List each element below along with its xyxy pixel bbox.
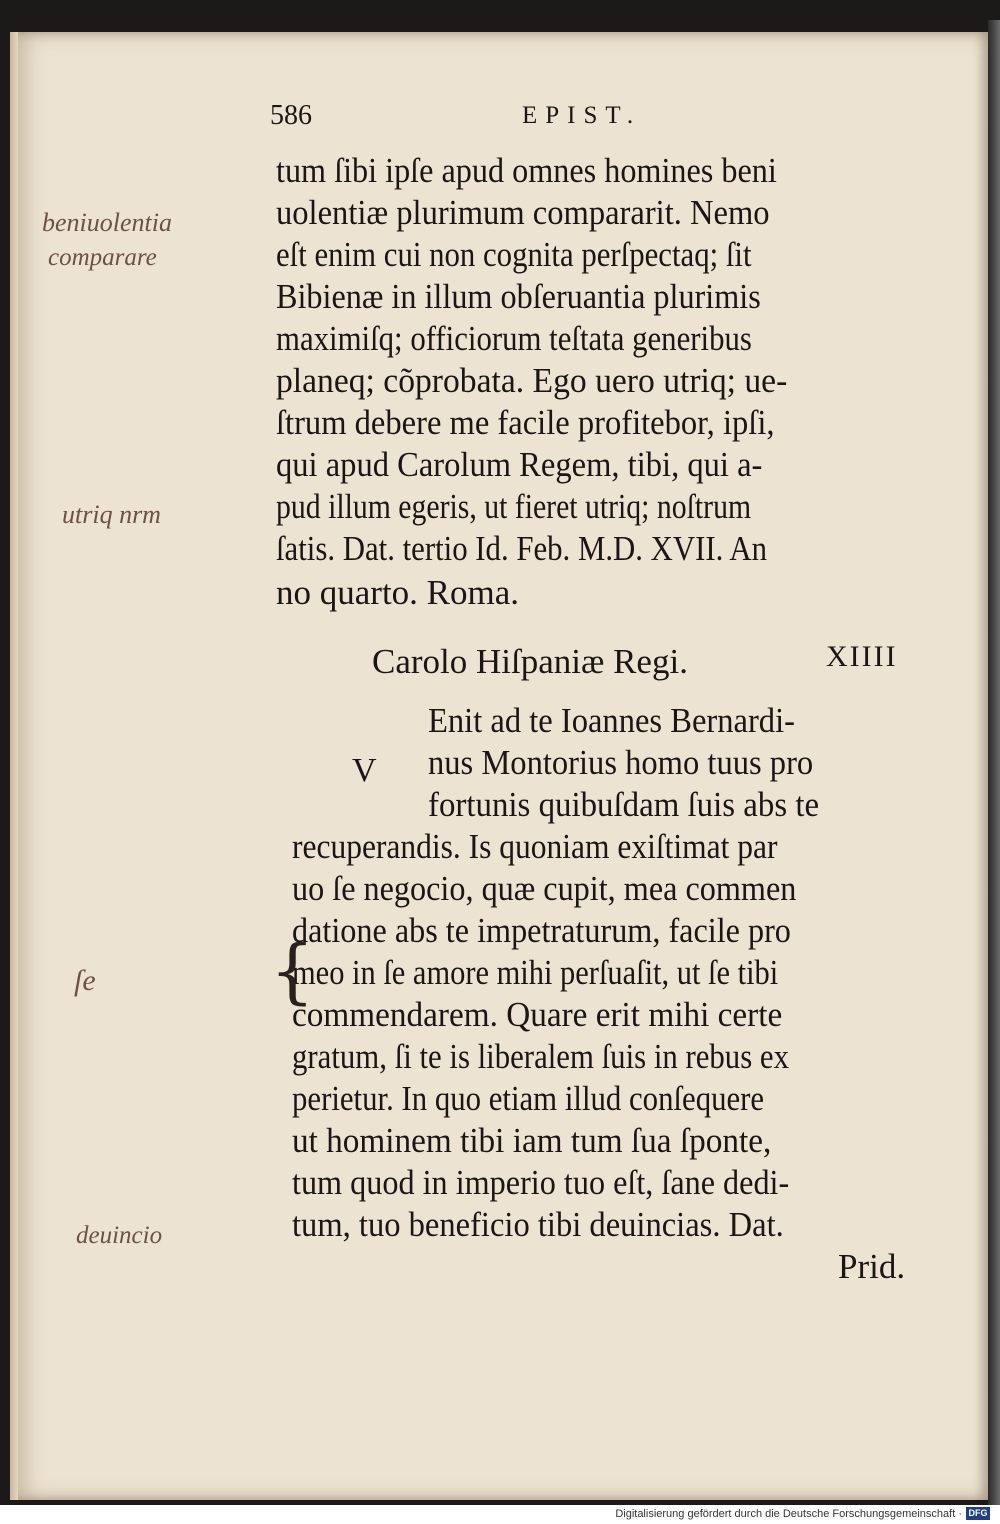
- dfg-logo: DFG: [966, 1507, 990, 1520]
- letter-number: XIIII: [826, 640, 898, 673]
- body-line: eſt enim cui non cognita perſpectaq; ſit: [276, 235, 752, 274]
- letter-title: Carolo Hiſpaniæ Regi.: [372, 642, 688, 681]
- body-line: Enit ad te Ioannes Bernardi-: [428, 701, 795, 740]
- running-head: [270, 100, 710, 140]
- body-line: tum, tuo beneficio tibi deuincias. Dat.: [292, 1205, 784, 1244]
- marginal-note: beniuolentia: [42, 208, 172, 237]
- running-head-title: EPIST.: [522, 102, 642, 129]
- body-line: uolentiæ plurimum compararit. Nemo: [276, 193, 770, 232]
- body-line: ſatis. Dat. tertio Id. Feb. M.D. XVII. An: [276, 529, 768, 568]
- footer-credit: Digitalisierung gefördert durch die Deutsche Forschungsgemeinschaft ·: [615, 1508, 962, 1520]
- body-line: gratum, ſi te is liberalem ſuis in rebus ex: [292, 1037, 789, 1076]
- body-line: qui apud Carolum Regem, tibi, qui a-: [276, 445, 763, 484]
- marginal-note: comparare: [48, 244, 157, 271]
- body-line: perietur. In quo etiam illud conſequere: [292, 1079, 765, 1118]
- body-line: tum quod in imperio tuo eſt, ſane dedi-: [292, 1163, 790, 1202]
- marginal-note: deuincio: [76, 1222, 163, 1249]
- body-line: no quarto. Roma.: [276, 573, 520, 612]
- body-line: commendarem. Quare erit mihi certe: [292, 995, 783, 1034]
- body-line: meo in ſe amore mihi perſuaſit, ut ſe tibi: [292, 953, 779, 992]
- brace-mark: {: [270, 930, 315, 1012]
- body-line: ut hominem tibi iam tum ſua ſponte,: [292, 1121, 772, 1160]
- body-line: planeq; cõprobata. Ego uero utriq; ue-: [276, 361, 788, 400]
- page-edge: [10, 32, 18, 1500]
- marginal-note: ſe: [74, 964, 96, 997]
- body-line: maximiſq; officiorum teſtata generibus: [276, 319, 752, 358]
- catchword: Prid.: [838, 1247, 906, 1286]
- marginal-note: utriq nrm: [62, 500, 161, 529]
- body-line: tum ſibi ipſe apud omnes homines beni: [276, 151, 777, 190]
- body-line: nus Montorius homo tuus pro: [428, 743, 814, 782]
- body-line: ſtrum debere me facile profitebor, ipſi,: [276, 403, 775, 442]
- body-line: recuperandis. Is quoniam exiſtimat par: [292, 827, 778, 866]
- body-line: pud illum egeris, ut fieret utriq; noſtrum: [276, 487, 752, 526]
- page-number: 586: [270, 100, 312, 131]
- body-line: datione abs te impetraturum, facile pro: [292, 911, 791, 950]
- body-line: fortunis quibuſdam ſuis abs te: [428, 785, 820, 824]
- initial-letter: V: [352, 752, 377, 789]
- book-spine: [988, 20, 1000, 1505]
- body-line: uo ſe negocio, quæ cupit, mea commen: [292, 869, 797, 908]
- body-line: Bibienæ in illum obſeruantia plurimis: [276, 277, 761, 316]
